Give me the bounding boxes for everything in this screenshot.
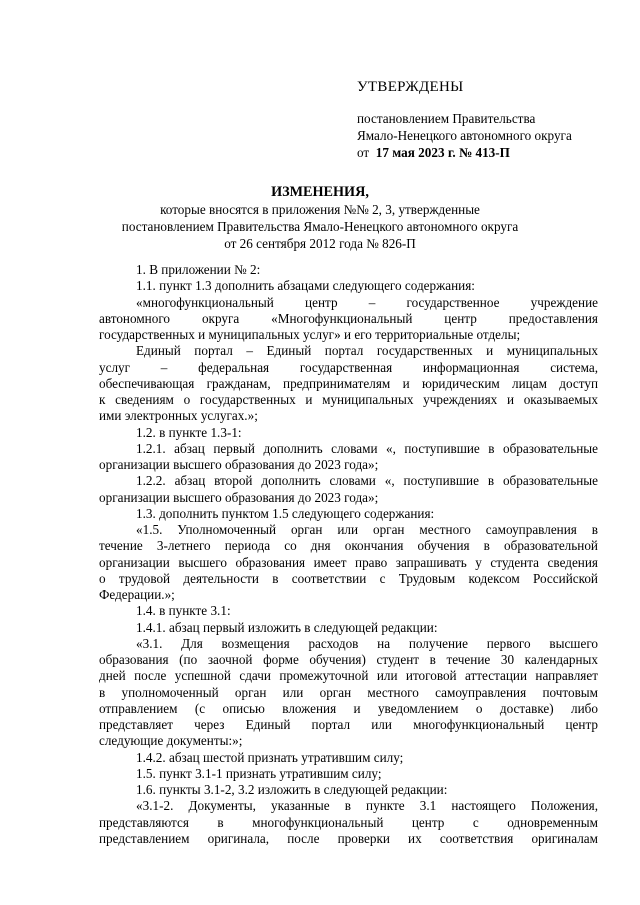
subtitle-line: которые вносятся в приложения №№ 2, 3, утвержденные [160, 202, 480, 217]
subtitle-line: постановлением Правительства Ямало-Ненецкого автономного округа [121, 219, 519, 234]
approval-line-2: Ямало-Ненецкого автономного округа [357, 128, 572, 143]
paragraph [99, 750, 598, 766]
paragraph-line: представляет через Единый портал или многофункциональный центр [99, 717, 598, 732]
paragraph-line: ими электронных услугах.»; [99, 408, 258, 424]
paragraph-line: «3.1-2. Документы, указанные в пункте 3.1 настоящего Положения, [136, 798, 598, 814]
paragraph-line: автономного округа «Многофункциональный центр предоставления [99, 310, 598, 326]
paragraph-line: 1.1. пункт 1.3 дополнить абзацами следующего содержания: [136, 278, 475, 294]
approval-block [357, 78, 617, 161]
paragraph [99, 343, 598, 424]
paragraph-line: организации высшего образования до 2023 года»; [99, 457, 379, 472]
paragraph-line: 1.4.1. абзац первый изложить в следующей редакции: [136, 619, 438, 635]
approval-date-value: 17 мая 2023 г. № 413-П [375, 145, 510, 160]
subtitle-line: от 26 сентября 2012 года № 826-П [224, 236, 416, 251]
paragraph [99, 441, 598, 474]
approval-date-line [357, 144, 617, 161]
paragraph-line: 1.3. дополнить пунктом 1.5 следующего содержания: [136, 505, 435, 521]
document-subtitle [0, 201, 640, 252]
paragraph-line: 1.2.1. абзац первый дополнить словами «, поступившие в образовательные [136, 440, 598, 456]
approval-title: УТВЕРЖДЕНЫ [357, 79, 464, 95]
paragraph-line: 1.4. в пункте 3.1: [136, 603, 231, 619]
document-body [99, 262, 598, 847]
paragraph-line: 1. В приложении № 2: [136, 262, 261, 277]
paragraph-line: дней после успешной сдачи промежуточной или итоговой аттестации направляет [99, 668, 598, 684]
paragraph-line: «1.5. Уполномоченный орган или орган местного самоуправления в [136, 522, 598, 537]
paragraph-line: представляются в многофункциональный центр с одновременным [99, 814, 598, 830]
paragraph [99, 603, 598, 619]
paragraph [99, 798, 598, 847]
paragraph-line: организации высшего образования до 2023 года»; [99, 489, 379, 505]
paragraph [99, 295, 598, 344]
paragraph [99, 425, 598, 441]
paragraph [99, 506, 598, 522]
paragraph-line: течение 3-летнего периода со дня окончания обучения в образовательной [99, 538, 598, 554]
paragraph-line: представлением оригинала, после проверки их соответствия оригиналам [99, 830, 598, 846]
paragraph [99, 473, 598, 506]
paragraph-line: 1.5. пункт 3.1-1 признать утратившим силу; [136, 765, 382, 781]
document-title: ИЗМЕНЕНИЯ, [271, 184, 369, 200]
paragraph [99, 620, 598, 636]
paragraph-line: о трудовой деятельности в соответствии с Трудовым кодексом Российской [99, 570, 598, 586]
paragraph-line: следующие документы:»; [99, 733, 243, 749]
approval-date-prefix: от [357, 145, 370, 160]
paragraph-line: 1.4.2. абзац шестой признать утратившим силу; [136, 749, 404, 765]
paragraph-line: организации высшего образования имеет право запрашивать у студента сведения [99, 554, 598, 570]
paragraph [99, 262, 598, 278]
paragraph-line: «3.1. Для возмещения расходов на получение первого высшего [136, 635, 598, 651]
paragraph-line: отправлением (с описью вложения и уведомлением о доставке) либо [99, 700, 598, 716]
paragraph-line: образования (по заочной форме обучения) студент в течение 30 календарных [99, 652, 598, 667]
paragraph-line: к сведениям о государственных и муниципальных учреждениях и оказываемых [99, 392, 598, 407]
paragraph-line: обеспечивающая гражданам, предпринимателям и юридическим лицам доступ [99, 375, 598, 391]
paragraph-line: государственных и муниципальных услуг» и его территориальные отделы; [99, 327, 521, 342]
paragraph-line: Единый портал – Единый портал государственных и муниципальных [136, 343, 598, 359]
paragraph-line: 1.2. в пункте 1.3-1: [136, 424, 242, 440]
paragraph-line: «многофункциональный центр – государственное учреждение [136, 294, 598, 310]
paragraph-line: услуг – федеральная государственная информационная система, [99, 359, 598, 375]
paragraph [99, 782, 598, 798]
paragraph [99, 522, 598, 603]
paragraph-line: 1.2.2. абзац второй дополнить словами «, поступившие в образовательные [136, 473, 598, 489]
paragraph [99, 636, 598, 750]
paragraph-line: в уполномоченный орган или орган местного самоуправления почтовым [99, 684, 598, 700]
paragraph [99, 278, 598, 294]
approval-line-1: постановлением Правительства [357, 111, 536, 126]
paragraph [99, 766, 598, 782]
paragraph-line: Федерации.»; [99, 587, 175, 602]
paragraph-line: 1.6. пункты 3.1-2, 3.2 изложить в следующей редакции: [136, 782, 448, 797]
